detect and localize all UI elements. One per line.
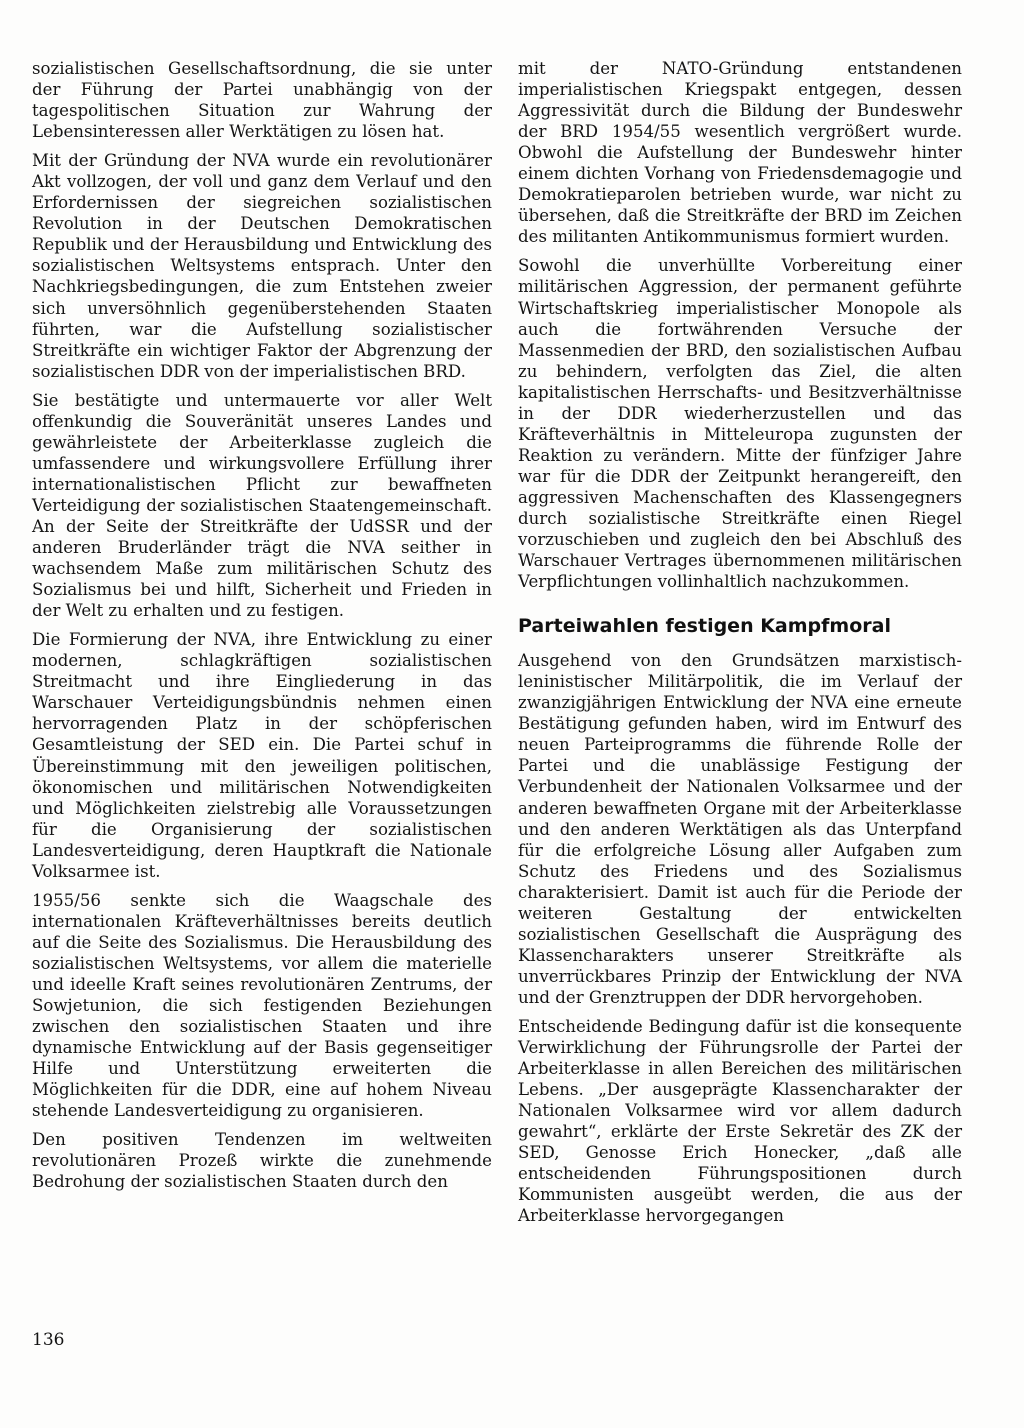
paragraph: Sie bestätigte und untermauerte vor aller Welt offenkundig die Souveränität unseres Landes und gewährleistete der Arbeiterklasse zugleich die umfassendere und wirkungsvollere Erfüllung ihrer internationalistischen Pflicht zur bewaffneten Verteidigung der sozialistischen Staatengemeinschaft. An der Seite der Streitkräfte der UdSSR und der anderen Bruderländer trägt die NVA seither in wachsendem Maße zum militärischen Schutz des Sozialismus bei und hilft, Sicherheit und Frieden in der Welt zu erhalten und zu festigen.: [32, 390, 492, 621]
paragraph: Mit der Gründung der NVA wurde ein revolutionärer Akt vollzogen, der voll und ganz dem Verlauf und den Erfordernissen der siegreichen sozialistischen Revolution in der Deutschen Demokratischen Republik und der Herausbildung und Entwicklung des sozialistischen Weltsystems entsprach. Unter den Nachkriegsbedingungen, die zum Entstehen zweier sich unversöhnlich gegenüberstehenden Staaten führten, war die Aufstellung sozialistischer Streitkräfte ein wichtiger Faktor der Abgrenzung der sozialistischen DDR von der imperialistischen BRD.: [32, 151, 492, 381]
paragraph: Ausgehend von den Grundsätzen marxistisch-leninistischer Militärpolitik, die im Verlauf der zwanzigjährigen Entwicklung der NVA eine erneute Bestätigung gefunden haben, wird im Entwurf des neuen Parteiprogramms die führende Rolle der Partei und die unablässige Festigung der Verbundenheit der Nationalen Volksarmee und der anderen bewaffneten Organe mit der Arbeiterklasse und den anderen Werktätigen als das Unterpfand für die erfolgreiche Lösung aller Aufgaben zum Schutz des Friedens und des Sozialismus charakterisiert. Damit ist auch für die Periode der weiteren Gestaltung der entwickelten sozialistischen Gesellschaft die Ausprägung des Klassencharakters unserer Streitkräfte als unverrückbares Prinzip der Entwicklung der NVA und der Grenztruppen der DDR hervorgehoben.: [518, 651, 962, 1007]
paragraph: Den positiven Tendenzen im weltweiten revolutionären Prozeß wirkte die zunehmende Bedrohung der sozialistischen Staaten durch den: [32, 1130, 492, 1192]
page-number: 136: [32, 1330, 65, 1350]
paragraph: Entscheidende Bedingung dafür ist die konsequente Verwirklichung der Führungsrolle der Partei der Arbeiterklasse in allen Bereichen des militärischen Lebens. „Der ausgeprägte Klassencharakter der Nationalen Volksarmee wird vor allem dadurch gewahrt“, erklärte der Erste Sekretär des ZK der SED, Genosse Erich Honecker, „daß alle entscheidenden Führungspositionen durch Kommunisten ausgeübt werden, die aus der Arbeiterklasse hervorgegangen: [518, 1016, 962, 1226]
right-text-column: [518, 58, 962, 1234]
paragraph: 1955/56 senkte sich die Waagschale des internationalen Kräfteverhältnisses bereits deutlich auf die Seite des Sozialismus. Die Herausbildung des sozialistischen Weltsystems, vor allem die materielle und ideelle Kraft seines revolutionären Zentrums, der Sowjetunion, die sich festigenden Beziehungen zwischen den sozialistischen Staaten und ihre dynamische Entwicklung auf der Basis gegenseitiger Hilfe und Unterstützung erweiterten die Möglichkeiten für die DDR, eine auf hohem Niveau stehende Landesverteidigung zu organisieren.: [32, 890, 492, 1121]
paragraph: mit der NATO-Gründung entstandenen imperialistischen Kriegspakt entgegen, dessen Aggressivität durch die Bildung der Bundeswehr der BRD 1954/55 wesentlich vergrößert wurde. Obwohl die Aufstellung der Bundeswehr hinter einem dichten Vorhang von Friedensdemagogie und Demokratieparolen betrieben wurde, war nicht zu übersehen, daß die Streitkräfte der BRD im Zeichen des militanten Antikommunismus formiert wurden.: [518, 59, 962, 247]
section-heading: Parteiwahlen festigen Kampfmoral: [518, 615, 891, 638]
left-text-column: [32, 58, 492, 1200]
paragraph: Die Formierung der NVA, ihre Entwicklung zu einer modernen, schlagkräftigen sozialistischen Streitmacht und ihre Eingliederung in das Warschauer Verteidigungsbündnis nehmen einen hervorragenden Platz in der schöpferischen Gesamtleistung der SED ein. Die Partei schuf in Übereinstimmung mit den jeweiligen politischen, ökonomischen und militärischen Notwendigkeiten und Möglichkeiten zielstrebig alle Voraussetzungen für die Organisierung der sozialistischen Landesverteidigung, deren Hauptkraft die Nationale Volksarmee ist.: [32, 630, 492, 881]
paragraph: sozialistischen Gesellschaftsordnung, die sie unter der Führung der Partei unabhängig von der tagespolitischen Situation zur Wahrung der Lebensinteressen aller Werktätigen zu lösen hat.: [32, 59, 492, 142]
paragraph: Sowohl die unverhüllte Vorbereitung einer militärischen Aggression, der permanent geführte Wirtschaftskrieg imperialistischer Monopole als auch die fortwährenden Versuche der Massenmedien der BRD, den sozialistischen Aufbau zu behindern, verfolgten das Ziel, die alten kapitalistischen Herrschafts- und Besitzverhältnisse in der DDR wiederherzustellen und das Kräfteverhältnis in Mitteleuropa zugunsten der Reaktion zu verändern. Mitte der fünfziger Jahre war für die DDR der Zeitpunkt herangereift, den aggressiven Machenschaften des Klassengegners durch sozialistische Streitkräfte einen Riegel vorzuschieben und zugleich den bei Abschluß des Warschauer Vertrages übernommenen militärischen Verpflichtungen vollinhaltlich nachzukommen.: [518, 256, 962, 592]
